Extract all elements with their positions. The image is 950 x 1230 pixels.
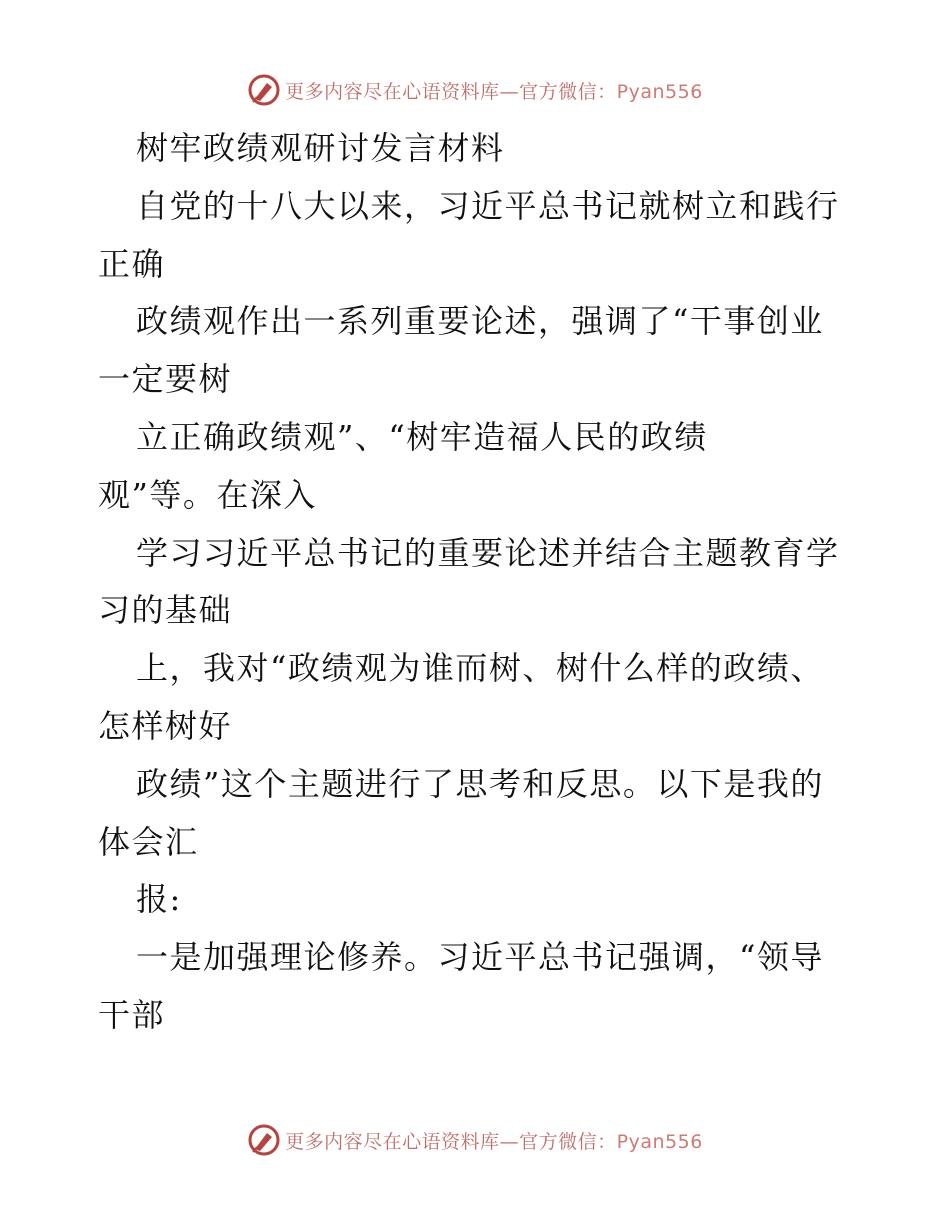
text-line: 干部 (98, 995, 166, 1034)
text-line: 一是加强理论修养。习近平总书记强调，“领导 (136, 938, 824, 977)
text-line: 政绩”这个主题进行了思考和反思。以下是我的 (136, 764, 824, 803)
text-line: 正确 (98, 244, 166, 283)
footer-watermark (0, 1120, 950, 1160)
text-line: 树牢政绩观研讨发言材料 (136, 129, 505, 167)
pen-nib-logo-icon (247, 1123, 281, 1157)
text-line: 观”等。在深入 (98, 475, 317, 514)
text-line: 体会汇 (98, 822, 199, 861)
watermark-text: 更多内容尽在心语资料库—官方微信：Pyan556 (285, 80, 703, 103)
text-line: 政绩观作出一系列重要论述，强调了“干事创业 (136, 302, 824, 341)
document-body (98, 120, 858, 1045)
text-line: 习的基础 (98, 591, 233, 630)
text-line: 自党的十八大以来，习近平总书记就树立和践行 (136, 186, 840, 225)
text-line: 一定要树 (98, 360, 233, 399)
watermark-text: 更多内容尽在心语资料库—官方微信：Pyan556 (285, 1130, 703, 1153)
text-line: 报: (136, 880, 182, 919)
header-watermark (0, 70, 950, 110)
text-line: 学习习近平总书记的重要论述并结合主题教育学 (136, 533, 840, 572)
text-line: 立正确政绩观”、“树牢造福人民的政绩 (136, 417, 708, 456)
text-line: 怎样树好 (98, 706, 233, 745)
text-line: 上，我对“政绩观为谁而树、树什么样的政绩、 (136, 649, 824, 688)
pen-nib-logo-icon (247, 73, 281, 107)
